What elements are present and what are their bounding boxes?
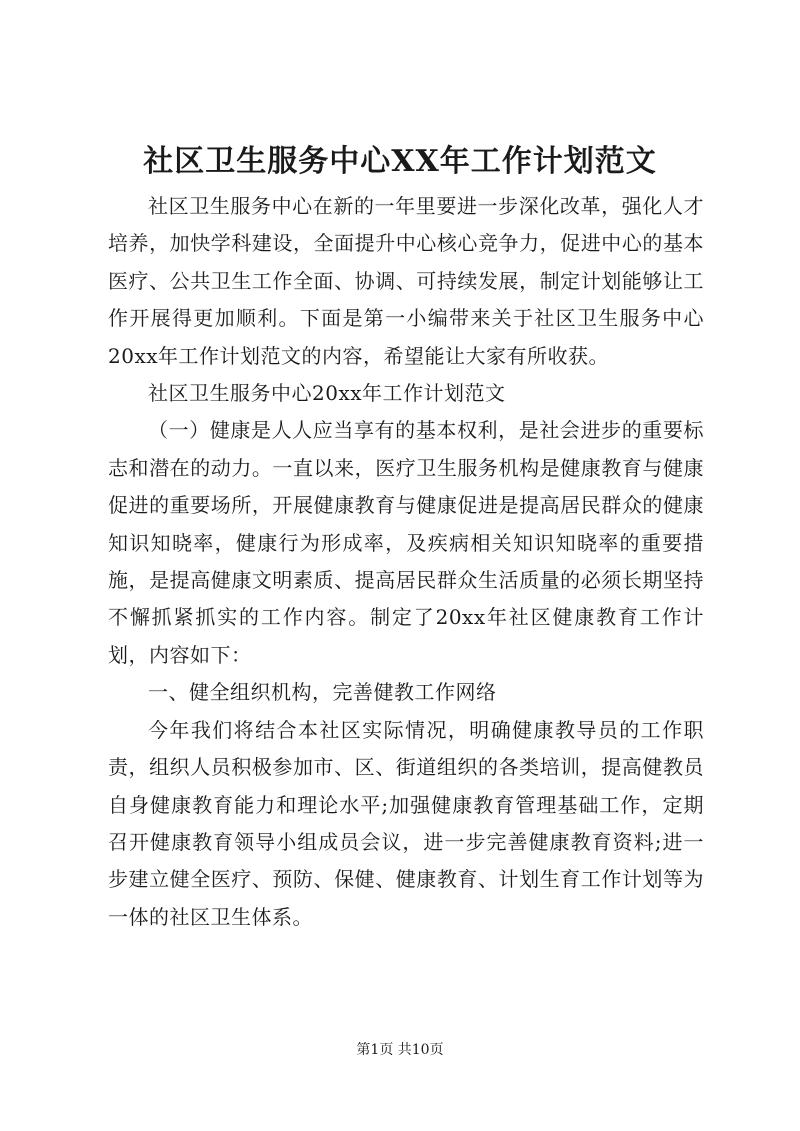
- paragraph-subtitle: 社区卫生服务中心20xx年工作计划范文: [148, 381, 506, 406]
- page-footer: 第1页 共10页: [356, 1042, 444, 1058]
- paragraph-heading-one: 一、健全组织机构，完善健教工作网络: [148, 680, 497, 705]
- paragraph-plan-details: 今年我们将结合本社区实际情况，明确健康教导员的工作职责，组织人员积极参加市、区、街道组织的各类培训，提高健教员自身健康教育能力和理论水平;加强健康教育管理基础工作，定期召开健康教育领导小组成员会议，进一步完善健康教育资料;进一步建立健全医疗、预防、保健、健康教育、计划生育工作计划等为一体的社区卫生体系。: [108, 717, 704, 929]
- paragraph-section-one: （一）健康是人人应当享有的基本权利，是社会进步的重要标志和潜在的动力。一直以来，医疗卫生服务机构是健康教育与健康促进的重要场所，开展健康教育与健康促进是提高居民群众的健康知识知晓率，健康行为形成率，及疾病相关知识知晓率的重要措施，是提高健康文明素质、提高居民群众生活质量的必须长期坚持不懈抓紧抓实的工作内容。制定了20xx年社区健康教育工作计划，内容如下：: [108, 418, 704, 667]
- document-title: 社区卫生服务中心XX年工作计划范文: [143, 144, 657, 179]
- paragraph-intro: 社区卫生服务中心在新的一年里要进一步深化改革，强化人才培养，加快学科建设，全面提升中心核心竞争力，促进中心的基本医疗、公共卫生工作全面、协调、可持续发展，制定计划能够让工作开展得更加顺利。下面是第一小编带来关于社区卫生服务中心20xx年工作计划范文的内容，希望能让大家有所收获。: [108, 194, 704, 368]
- document-body: [108, 188, 704, 936]
